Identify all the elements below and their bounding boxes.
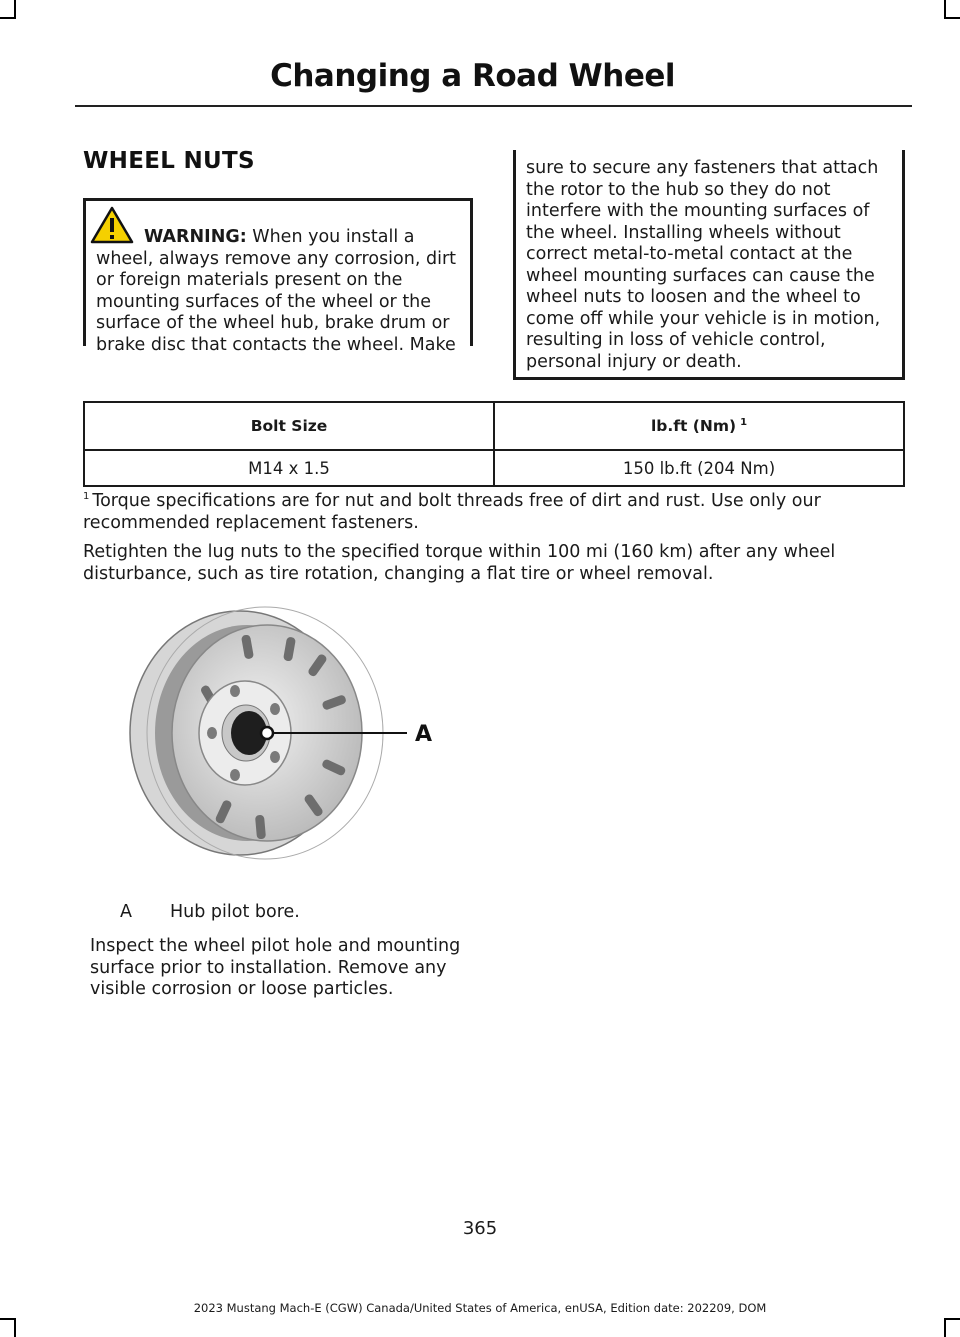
page-number: 365 [462,1218,498,1239]
table-cell-bolt-size: M14 x 1.5 [84,450,494,486]
crop-mark [0,17,16,19]
legend-letter: A [120,902,132,922]
callout-label-a: A [415,722,433,747]
table-header-bolt-size: Bolt Size [84,402,494,450]
section-heading: WHEEL NUTS [83,148,255,174]
crop-mark [14,0,16,18]
warning-box-right [513,150,905,380]
table-header-row [84,402,904,450]
inspect-paragraph: Inspect the wheel pilot hole and mounting surface prior to installation. Remove any visible corrosion or loose particles. [90,936,461,999]
table-row [84,450,904,486]
crop-mark [944,1319,946,1337]
crop-mark [14,1319,16,1337]
warning-text-continued: sure to secure any fasteners that attach the rotor to the hub so they do not interfere with the mounting surfaces of the wheel. Installing wheels without correct metal-to-metal contact at the wheel mounting surfaces can cause the wheel nuts to loosen and the wheel to come off while your vehicle is in motion, resulting in loss of vehicle control, personal injury or death. [526,158,881,372]
header-divider [75,105,912,107]
table-footnote [83,486,903,534]
table-cell-torque: 150 lb.ft (204 Nm) [494,450,904,486]
torque-table [83,401,905,487]
crop-mark [944,0,946,18]
footnote-number: 1 [83,491,90,502]
retighten-paragraph: Retighten the lug nuts to the specified torque within 100 mi (160 km) after any wheel disturbance, such as tire rotation, changing a flat tire or wheel removal. [83,542,836,584]
page-title: Changing a Road Wheel [270,58,675,94]
wheel-illustration [125,605,465,865]
legend-text: Hub pilot bore. [170,902,300,922]
crop-mark [0,1318,16,1320]
warning-box-left [83,198,473,355]
warning-label: WARNING: [144,227,247,247]
footer-text: 2023 Mustang Mach-E (CGW) Canada/United States of America, enUSA, Edition date: 202209, DOM [193,1301,767,1315]
crop-mark [944,17,960,19]
warning-text: When you install a wheel, always remove any corrosion, dirt or foreign materials present on the mounting surfaces of the wheel or the surface of the wheel hub, brake drum or brake disc that contacts the wheel. Make [96,227,456,355]
crop-mark [944,1318,960,1320]
table-header-torque: lb.ft (Nm) $^1$ [494,402,904,450]
footnote-text: Torque specifications are for nut and bolt threads free of dirt and rust. Use only our recommended replacement fasteners. [83,490,821,533]
footnote-mark: 1 [740,416,748,428]
